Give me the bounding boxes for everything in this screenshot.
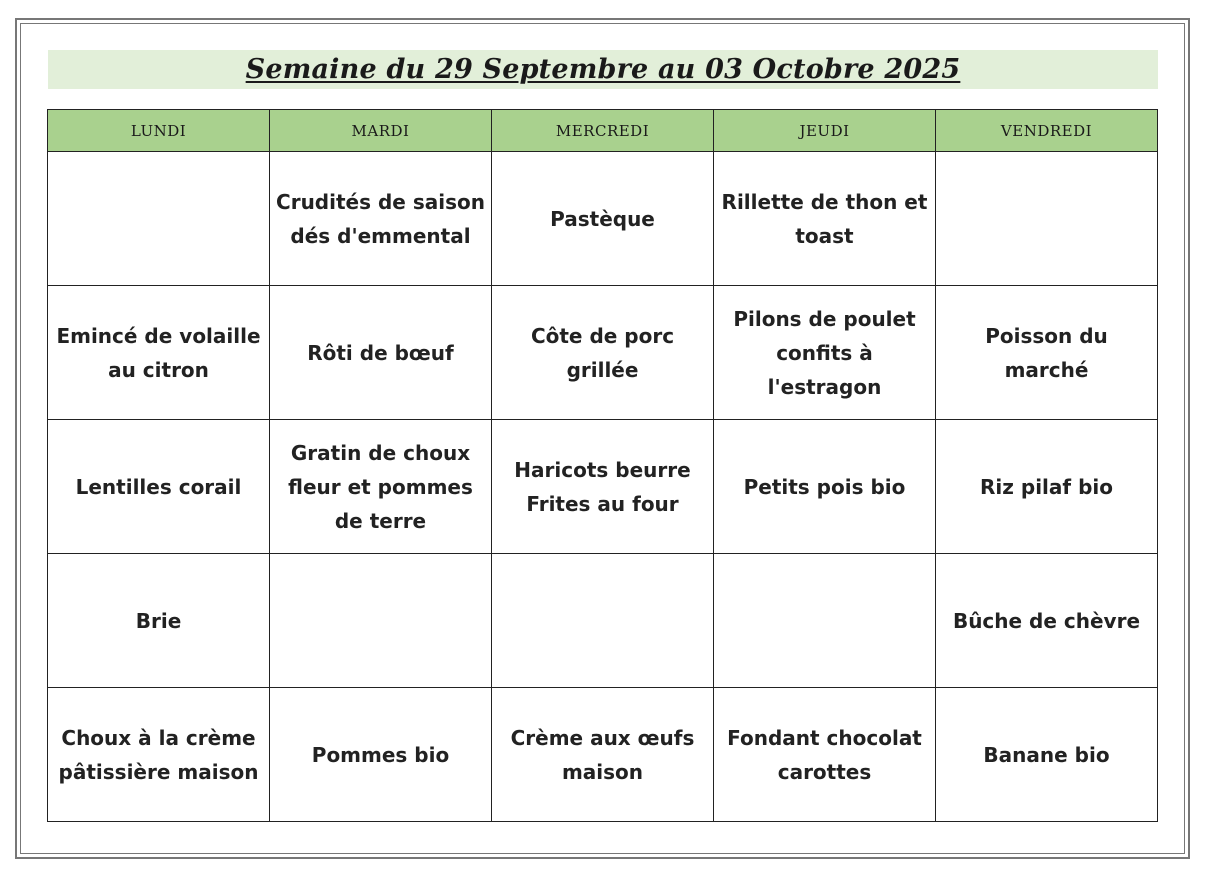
menu-cell: Fondant chocolat carottes: [714, 688, 936, 822]
menu-cell: Emincé de volaille au citron: [48, 286, 270, 420]
menu-cell: Crème aux œufs maison: [492, 688, 714, 822]
menu-row-side: [48, 420, 1158, 554]
menu-cell: Riz pilaf bio: [936, 420, 1158, 554]
menu-cell: Lentilles corail: [48, 420, 270, 554]
title-band: [48, 50, 1158, 89]
menu-cell: Crudités de saison dés d'emmental: [270, 152, 492, 286]
menu-cell: Pommes bio: [270, 688, 492, 822]
menu-cell: Rôti de bœuf: [270, 286, 492, 420]
header-vendredi: VENDREDI: [936, 110, 1158, 152]
menu-cell: [48, 152, 270, 286]
menu-cell: [270, 554, 492, 688]
menu-row-cheese: [48, 554, 1158, 688]
weekly-menu-table: [47, 109, 1158, 822]
menu-row-starter: [48, 152, 1158, 286]
menu-cell: Choux à la crème pâtissière maison: [48, 688, 270, 822]
menu-cell: [492, 554, 714, 688]
header-mardi: MARDI: [270, 110, 492, 152]
day-header-row: [48, 110, 1158, 152]
menu-cell: Rillette de thon et toast: [714, 152, 936, 286]
header-mercredi: MERCREDI: [492, 110, 714, 152]
menu-cell: Poisson du marché: [936, 286, 1158, 420]
menu-row-dessert: [48, 688, 1158, 822]
header-jeudi: JEUDI: [714, 110, 936, 152]
page-title: Semaine du 29 Septembre au 03 Octobre 2025: [245, 54, 961, 85]
menu-cell: Gratin de choux fleur et pommes de terre: [270, 420, 492, 554]
menu-cell: Pastèque: [492, 152, 714, 286]
menu-row-main: [48, 286, 1158, 420]
menu-cell: Petits pois bio: [714, 420, 936, 554]
menu-cell: [714, 554, 936, 688]
menu-cell: Bûche de chèvre: [936, 554, 1158, 688]
menu-cell: Brie: [48, 554, 270, 688]
menu-cell: [936, 152, 1158, 286]
header-lundi: LUNDI: [48, 110, 270, 152]
menu-cell: Banane bio: [936, 688, 1158, 822]
menu-cell: Haricots beurre Frites au four: [492, 420, 714, 554]
menu-cell: Pilons de poulet confits à l'estragon: [714, 286, 936, 420]
menu-cell: Côte de porc grillée: [492, 286, 714, 420]
